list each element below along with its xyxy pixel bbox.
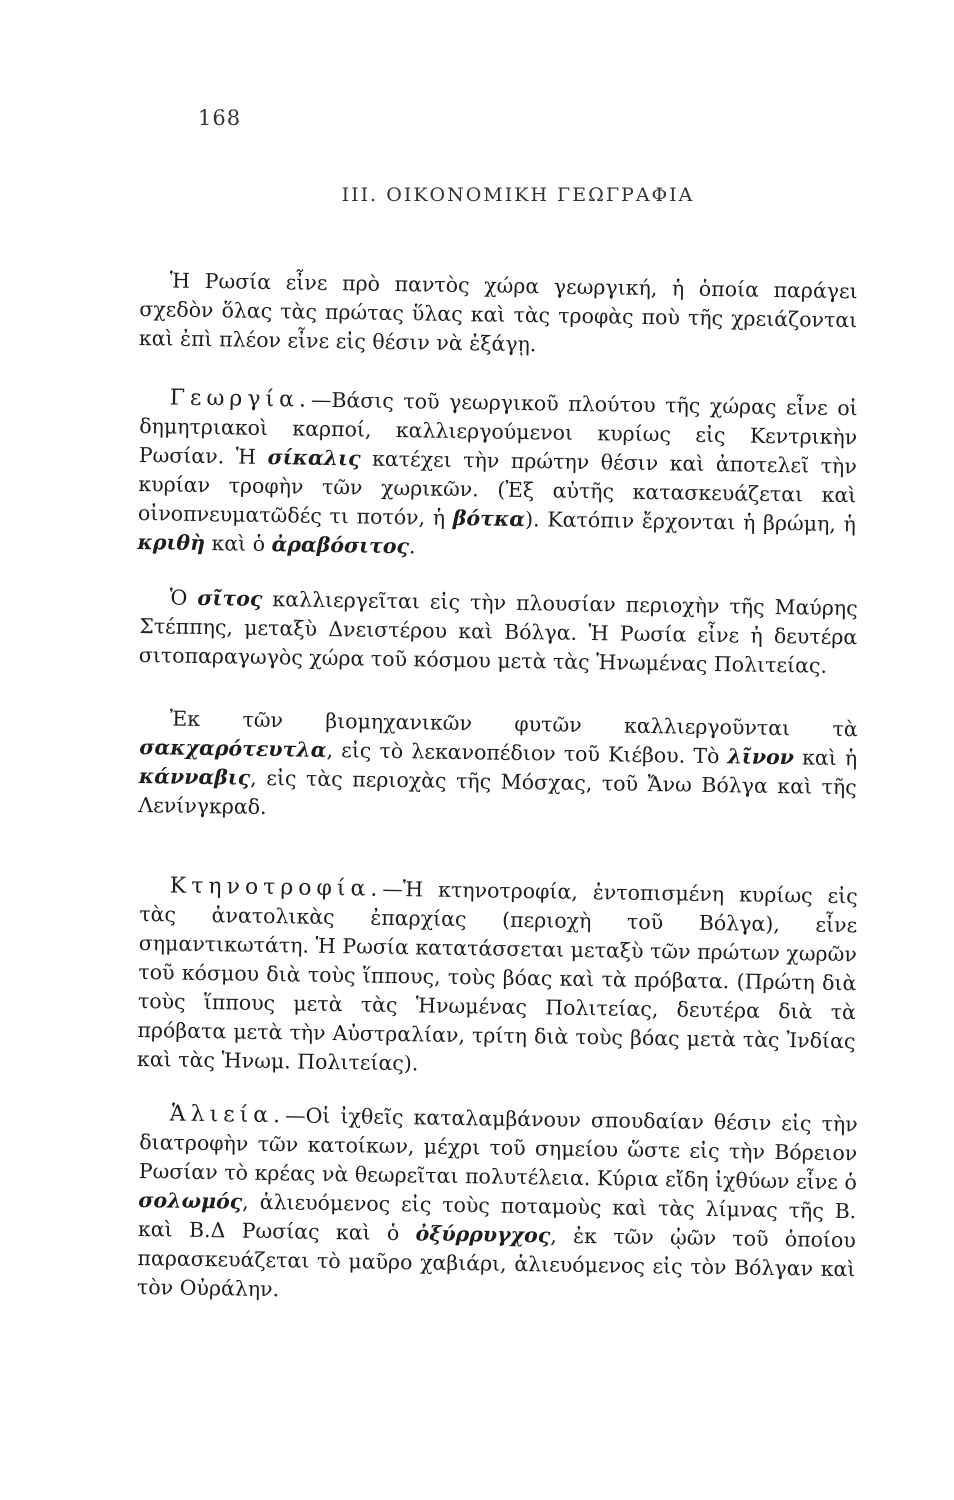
term-rye: σίκαλις bbox=[267, 444, 361, 470]
page-number: 168 bbox=[198, 106, 242, 130]
industrial-text: καὶ ἡ bbox=[793, 744, 858, 770]
industrial-text: , εἰς τὸ λεκανοπέδιον τοῦ Κιέβου. Τὸ bbox=[326, 737, 728, 768]
livestock-text: —Ἡ κτηνοτροφία, ἐντοπισμένη κυρίως εἰς τὰς ἀνατολικὰς ἐπαρχίας (περιοχὴ τοῦ Βόλγα), εἶνε σημαντικωτάτη. Ἡ Ρωσία κατατάσσεται μεταξὺ τῶν πρώτων χωρῶν τοῦ κόσμου διὰ τοὺς ἵππους, τοὺς βόας καὶ τὰ πρόβατα. (Πρώτη διὰ τοὺς ἵππους μετὰ τὰς Ἡνωμένας Πολιτείας, δευτέρα διὰ τὰ πρόβατα μετὰ τὴν Αὐστραλίαν, τρίτη διὰ τοὺς βόας μετὰ τὰς Ἰνδίας καὶ τὰς Ἡνωμ. Πολιτείας). bbox=[136, 876, 858, 1075]
fishing-text: —Οἱ ἰχθεῖς καταλαμβάνουν σπουδαίαν θέσιν εἰς τὴν διατροφὴν τῶν κατοίκων, μέχρι τοῦ σημείου ὥστε εἰς τὴν Βόρειον Ρωσίαν τὸ κρέας νὰ θεωρεῖται πολυτέλεια. Κύρια εἴδη ἰχθύων εἶνε ὁ bbox=[138, 1102, 858, 1194]
term-barley: κριθὴ bbox=[137, 529, 206, 555]
term-hemp: κάνναβις bbox=[138, 763, 251, 790]
fishing-paragraph bbox=[137, 1099, 858, 1313]
fishing-text: , ἁλιευόμενος εἰς τοὺς ποταμοὺς καὶ τὰς λίμνας τῆς Β. καὶ Β.Δ Ρωσίας καὶ ὁ bbox=[137, 1189, 857, 1245]
agriculture-text: κατέχει τὴν πρώτην θέσιν καὶ ἀποτελεῖ τὴν κυρίαν τροφὴν τῶν χωρικῶν. (Ἐξ αὐτῆς κατασκευάζεται καὶ οἰνοπνευματῶδές τι ποτόν, ἡ bbox=[137, 445, 857, 530]
term-wheat: σῖτος bbox=[197, 585, 263, 611]
livestock-paragraph bbox=[137, 871, 858, 1085]
section-title: ΙΙΙ. ΟΙΚΟΝΟΜΙΚΗ ΓΕΩΓΡΑΦΙΑ bbox=[341, 184, 695, 206]
industrial-crops-paragraph bbox=[138, 704, 858, 831]
industrial-text: , εἰς τὰς περιοχὰς τῆς Μόσχας, τοῦ Ἄνω Βόλγα καὶ τῆς Λενίνγκραδ. bbox=[138, 765, 857, 819]
wheat-paragraph bbox=[139, 583, 858, 681]
livestock-heading: Κτηνοτροφία. bbox=[169, 872, 383, 902]
intro-text: Ἡ Ρωσία εἶνε πρὸ παντὸς χώρα γεωργική, ἡ ὁποία παράγει σχεδὸν ὅλας τὰς πρώτας ὕλας καὶ τὰς τροφὰς ποὺ τῆς χρειάζονται καὶ ἐπὶ πλέον εἶνε εἰς θέσιν νὰ ἐξάγῃ. bbox=[138, 267, 858, 356]
agriculture-text: . bbox=[408, 533, 416, 558]
fishing-text: , ἐκ τῶν ᾠῶν τοῦ ὁποίου παρασκευάζεται τὸ μαῦρο χαβιάρι, ἁλιευόμενος εἰς τὸν Βόλγαν καὶ τὸν Οὐράλην. bbox=[136, 1222, 857, 1301]
industrial-text: Ἐκ τῶν βιομηχανικῶν φυτῶν καλλιεργοῦνται τὰ bbox=[169, 705, 858, 741]
agriculture-text: —Βάσις τοῦ γεωργικοῦ πλούτου τῆς χώρας εἶνε οἱ δημητριακοὶ καρποί, καλλιεργούμενοι κυρίως εἰς Κεντρικὴν Ρωσίαν. Ἡ bbox=[138, 387, 858, 469]
agriculture-text: καὶ ὁ bbox=[204, 530, 272, 556]
term-sturgeon: ὀξύρρυγχος bbox=[415, 1220, 551, 1247]
term-sugar-beet: σακχαρότευτλα bbox=[139, 734, 327, 762]
term-salmon: σολωμός bbox=[138, 1187, 243, 1214]
term-flax: λῖνον bbox=[727, 743, 795, 769]
agriculture-heading: Γεωργία. bbox=[169, 384, 312, 413]
fishing-heading: Ἁλιεία. bbox=[169, 1100, 286, 1128]
intro-paragraph bbox=[139, 266, 858, 364]
term-vodka: βότκα bbox=[452, 505, 526, 531]
agriculture-text: ). Κατόπιν ἔρχονται ἡ βρώμη, ἡ bbox=[524, 506, 857, 536]
wheat-text: Ὁ bbox=[169, 584, 198, 610]
term-maize: ἀραβόσιτος bbox=[271, 531, 410, 558]
agriculture-paragraph bbox=[137, 383, 858, 568]
wheat-text: καλλιεργεῖται εἰς τὴν πλουσίαν περιοχὴν τῆς Μαύρης Στέππης, μεταξὺ Δνειστέρου καὶ Βόλγα. Ἡ Ρωσία εἶνε ἡ δευτέρα σιτοπαραγωγὸς χώρα τοῦ κόσμου μετὰ τὰς Ἡνωμένας Πολιτείας. bbox=[138, 586, 858, 678]
